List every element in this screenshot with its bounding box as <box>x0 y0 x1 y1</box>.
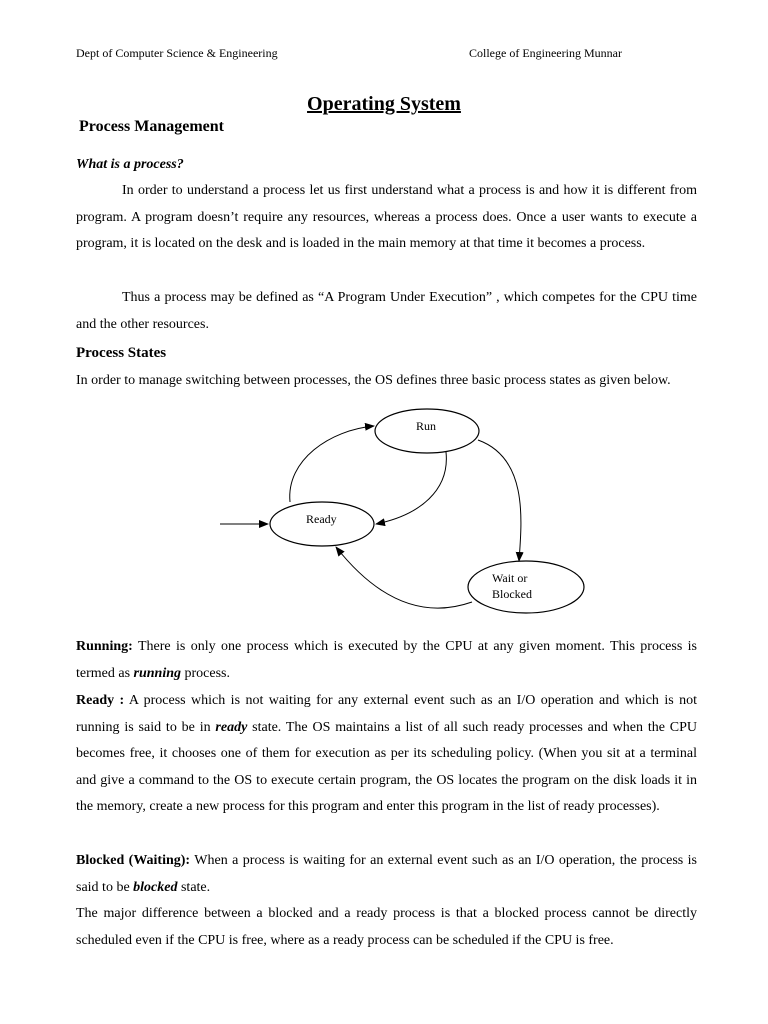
section-heading: Process Management <box>79 118 224 135</box>
blocked-emphasis: blocked <box>133 879 178 895</box>
process-states-intro: In order to manage switching between processes, the OS defines three basic process states as given below. <box>76 373 671 388</box>
run-label: Run <box>416 419 437 433</box>
running-emphasis: running <box>133 665 182 681</box>
process-state-diagram <box>210 400 600 620</box>
page-title: Operating System <box>307 93 461 115</box>
ready-text-1: A process which is not waiting for any external event such as an I/O operation and which is not running is said to be in <box>76 693 697 735</box>
ready-label: Ready <box>306 512 337 526</box>
blocked-label: Blocked (Waiting): <box>76 853 191 868</box>
header-department: Dept of Computer Science & Engineering <box>76 46 278 60</box>
difference-paragraph: The major difference between a blocked and a ready process is that a blocked process cannot be directly scheduled even if the CPU is free, where as a ready process can be scheduled if the CPU is free. <box>76 906 697 948</box>
running-paragraph <box>76 634 697 687</box>
wait-label-line1: Wait or <box>492 571 528 585</box>
header-college: College of Engineering Munnar <box>469 46 622 60</box>
question-heading: What is a process? <box>76 157 184 172</box>
wait-to-ready-arrow <box>336 547 472 608</box>
running-text-2: process. <box>181 665 231 681</box>
blocked-paragraph <box>76 848 697 901</box>
ready-emphasis: ready <box>215 719 248 735</box>
running-label: Running: <box>76 639 133 654</box>
wait-label-line2: Blocked <box>492 587 532 601</box>
run-to-wait-arrow <box>478 440 521 561</box>
ready-text-2: state. The OS maintains a list of all such ready processes and when the CPU becomes free, it chooses one of them for execution as per its scheduling policy. (When you sit at a terminal and give a command to the OS to execute certain program, the OS locates the program on the disk loads it in the memory, create a new process for this program and enter this program in the list of ready processes). <box>76 719 698 814</box>
intro-paragraph-2: Thus a process may be defined as “A Program Under Execution” , which competes for the CPU time and the other resources. <box>76 290 697 332</box>
process-states-heading: Process States <box>76 345 167 361</box>
ready-paragraph <box>76 688 697 821</box>
ready-label-text: Ready : <box>76 693 125 708</box>
intro-paragraph-1: In order to understand a process let us first understand what a process is and how it is different from program. A program doesn’t require any resources, whereas a process does. Once a user wants to execute a program, it is located on the desk and is loaded in the main memory at that time it becomes a process. <box>76 183 697 251</box>
blocked-text-2: state. <box>177 879 211 895</box>
ready-to-run-arrow <box>290 426 374 502</box>
run-to-ready-arrow <box>376 452 446 524</box>
blocked-text-1: When a process is waiting for an external event such as an I/O operation, the process is said to be <box>76 853 697 895</box>
running-text-1: There is only one process which is executed by the CPU at any given moment. This process is termed as <box>76 639 697 681</box>
